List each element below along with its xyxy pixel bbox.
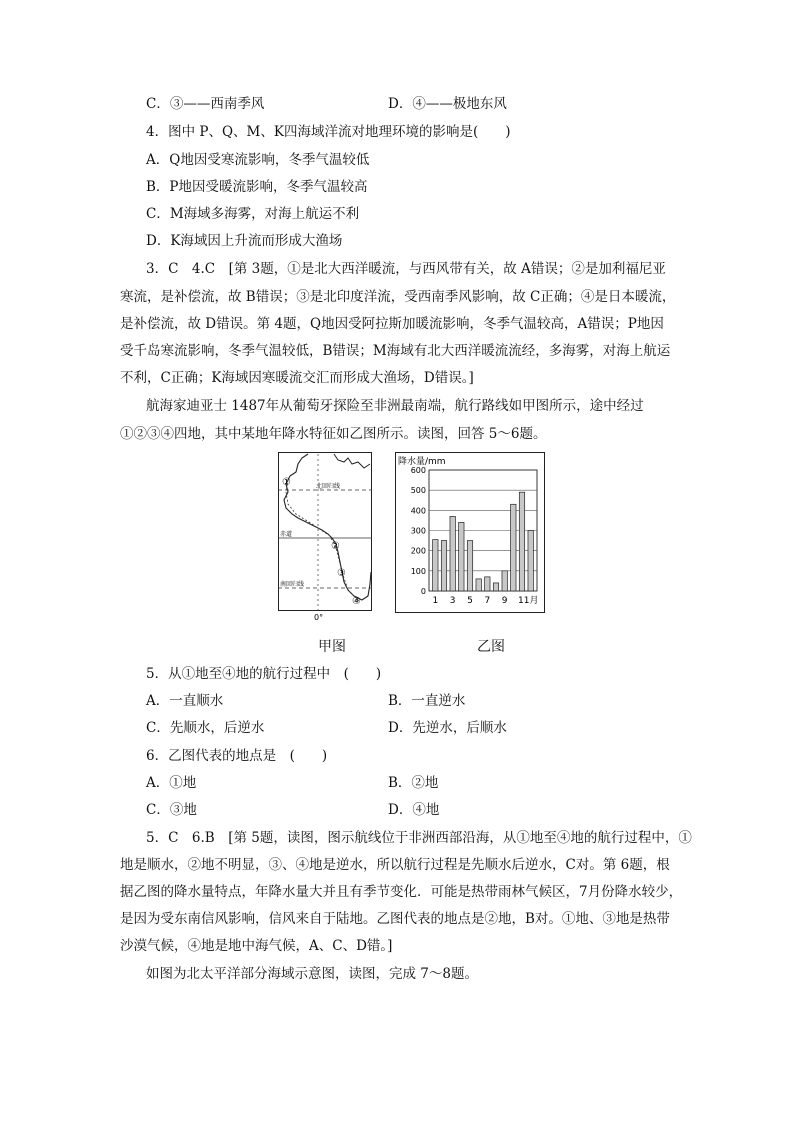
chart-y-tick-label: 500: [410, 486, 426, 496]
chart-bar-month-1: [433, 540, 438, 591]
q4-option-a: A．Q地因受寒流影响，冬季气温较低: [146, 152, 370, 168]
chart-bar-month-12: [528, 531, 533, 592]
q4-option-d: D．K海域因上升流而形成大渔场: [146, 233, 343, 249]
chart-ylabel: 降水量/mm: [398, 457, 446, 467]
label-meridian: 0°: [314, 613, 324, 622]
q5-option-d: D．先逆水，后顺水: [388, 720, 507, 736]
q6-option-c: C．③地: [146, 802, 197, 818]
map-point-4: ④: [352, 596, 361, 607]
intro-78: 如图为北太平洋部分海域示意图，读图，完成 7～8题。: [146, 966, 478, 982]
chart-bar-month-11: [519, 492, 524, 591]
chart-bar-month-10: [511, 504, 516, 591]
answer-34-line-1: 3．C 4.C [第 3题，①是北大西洋暖流，与西风带有关，故 A错误；②是加利福尼亚: [146, 261, 666, 277]
label-tropic-north: 北回归线: [316, 483, 341, 490]
q4-stem: 4．图中 P、Q、M、K四海域洋流对地理环境的影响是( ): [146, 124, 511, 140]
chart-bar-month-4: [459, 522, 464, 591]
answer-56-line-4: 是因为受东南信风影响，信风来自于陆地。乙图代表的地点是②地，B对。①地、③地是热带: [120, 911, 670, 927]
chart-bar-month-5: [467, 541, 472, 591]
map-caption: 甲图: [318, 639, 346, 655]
chart-y-tick-label: 100: [410, 566, 426, 576]
answer-56-line-5: 沙漠气候，④地是地中海气候，A、C、D错。]: [120, 938, 393, 954]
chart-x-tick-label: 1: [432, 596, 439, 606]
q5-option-a: A．一直顺水: [146, 693, 224, 709]
chart-bar-month-7: [485, 577, 490, 591]
label-equator: 赤道: [280, 531, 293, 538]
chart-y-tick-label: 600: [410, 466, 426, 475]
chart-bar-month-2: [441, 541, 446, 591]
answer-56-line-3: 据乙图的降水量特点，年降水量大并且有季节变化．可能是热带雨林气候区，7月份降水较少，: [120, 884, 683, 900]
answer-34-line-5: 不利，C正确；K海域因寒暖流交汇而形成大渔场，D错误。]: [120, 370, 474, 386]
q4-option-c: C．M海域多海雾，对海上航运不利: [146, 206, 360, 222]
q6-option-a: A．①地: [146, 775, 197, 791]
q5-option-c: C．先顺水，后逆水: [146, 720, 265, 736]
answer-56-line-1: 5．C 6.B [第 5题，读图，图示航线位于非洲西部沿海，从①地至④地的航行过程中，①: [146, 830, 692, 846]
chart-bar-month-6: [476, 579, 481, 591]
answer-56-line-2: 地是顺水，②地不明显，③、④地是逆水，所以航行过程是先顺水后逆水，C对。第 6题，根: [120, 857, 670, 873]
answer-34-line-3: 是补偿流，故 D错误。第 4题，Q地因受阿拉斯加暖流影响，冬季气温较高，A错误；P地因: [120, 316, 664, 332]
map-point-2: ②: [331, 541, 340, 552]
answer-34-line-4: 受千岛寒流影响，冬季气温较低，B错误；M海域有北大西洋暖流流经，多海雾，对海上航运: [120, 343, 671, 359]
q6-stem: 6．乙图代表的地点是 ( ): [146, 748, 328, 764]
chart-x-tick-label: 5: [467, 596, 473, 606]
chart-bar-month-9: [502, 571, 507, 591]
chart-bar-month-3: [450, 516, 455, 591]
chart-x-tick-label: 9: [501, 596, 508, 606]
chart-y-tick-label: 400: [410, 506, 426, 516]
chart-caption: 乙图: [477, 639, 505, 655]
chart-y-tick-label: 300: [410, 526, 426, 536]
chart-y-tick-label: 200: [410, 546, 426, 556]
chart-y-tick-label: 0: [420, 587, 426, 596]
q6-option-b: B．②地: [388, 775, 439, 791]
q6-option-d: D．④地: [388, 802, 440, 818]
precipitation-chart: [395, 452, 545, 613]
q3-option-d: D．④——极地东风: [388, 96, 507, 112]
label-tropic-south: 南回归线: [280, 581, 305, 588]
q5-option-b: B．一直逆水: [388, 693, 466, 709]
chart-x-tick-label: 3: [449, 596, 456, 606]
chart-x-tick-label: 7: [484, 596, 491, 606]
q5-stem: 5．从①地至④地的航行过程中 ( ): [146, 666, 382, 682]
map-point-1: ①: [282, 477, 291, 488]
q3-option-c: C．③——西南季风: [146, 96, 265, 112]
chart-x-tick-label: 11月: [518, 596, 539, 606]
q4-option-b: B．P地因受暖流影响，冬季气温较高: [146, 179, 368, 195]
map-point-3: ③: [337, 568, 346, 579]
intro-56-line-1: 航海家迪亚士 1487年从葡萄牙探险至非洲最南端，航行路线如甲图所示，途中经过: [146, 398, 644, 414]
chart-bar-month-8: [493, 583, 498, 591]
answer-34-line-2: 寒流，是补偿流，故 B错误；③是北印度洋流，受西南季风影响，故 C正确；④是日本暖流，: [120, 289, 676, 305]
intro-56-line-2: ①②③④四地，其中某地年降水特征如乙图所示。读图，回答 5～6题。: [120, 426, 547, 442]
map-figure: [278, 452, 372, 622]
